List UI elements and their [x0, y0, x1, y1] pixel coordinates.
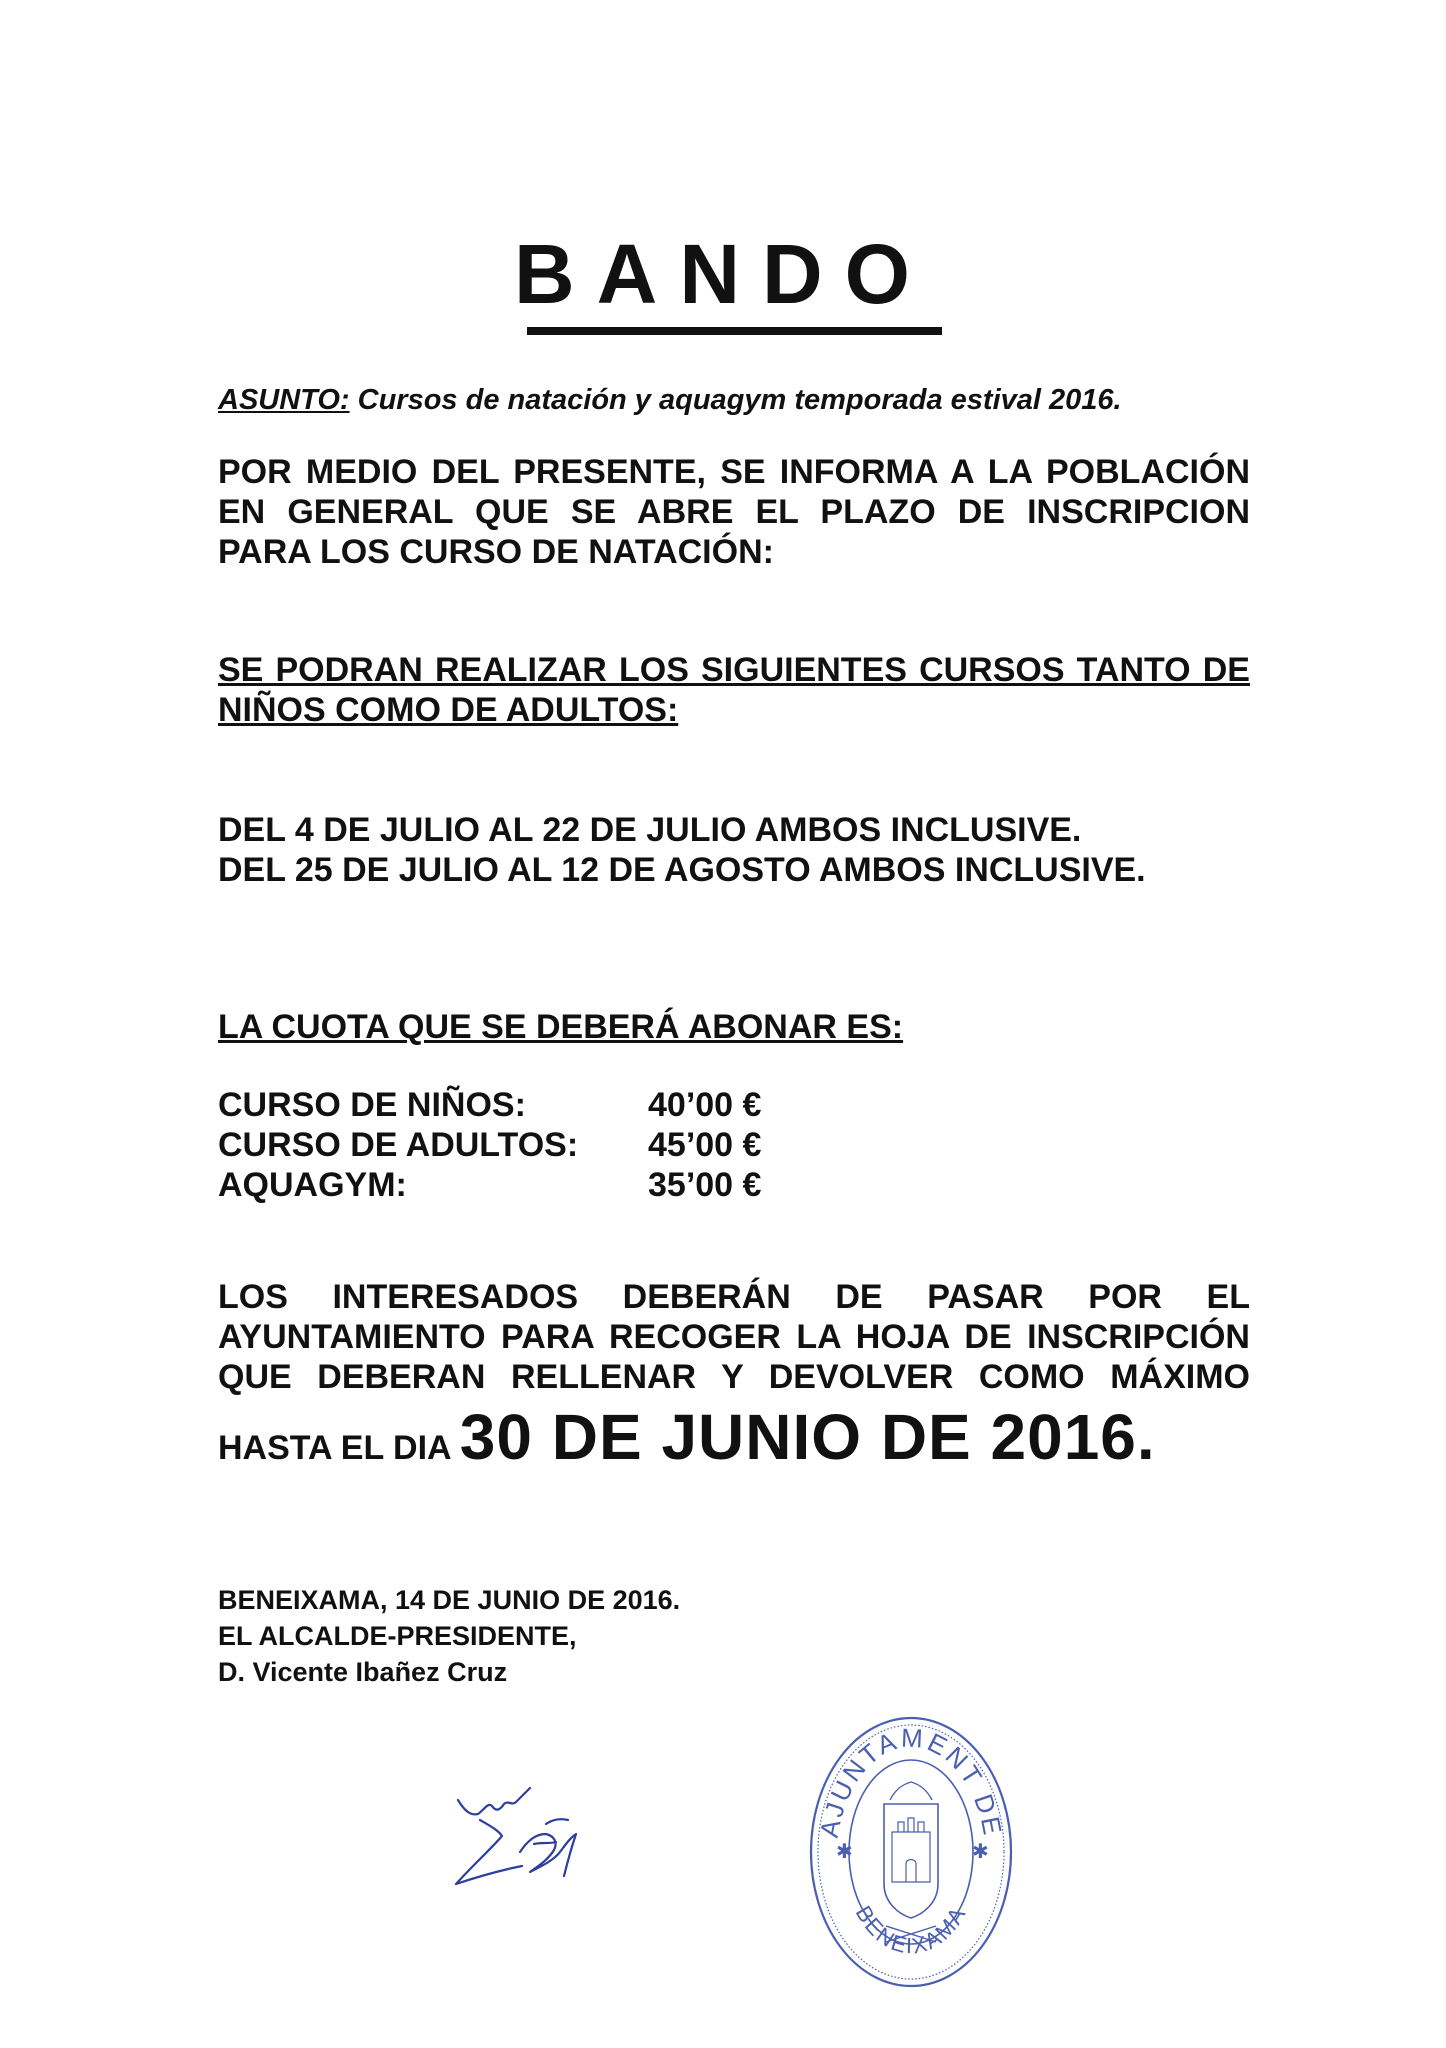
fee-price: 40’00 € — [648, 1086, 762, 1124]
svg-text:✱: ✱ — [972, 1841, 989, 1863]
town-hall-seal-icon — [806, 1712, 1016, 1992]
svg-text:BENEIXAMA — [851, 1901, 971, 1958]
deadline-line — [218, 1400, 1156, 1474]
signoff-place-date: BENEIXAMA, 14 DE JUNIO DE 2016. — [218, 1585, 681, 1615]
seal-text-top: AJUNTAMENT DE — [813, 1722, 1009, 1840]
subject-label: ASUNTO: — [218, 384, 350, 416]
fee-row — [218, 1125, 848, 1165]
intro-line: PARA LOS CURSO DE NATACIÓN: — [218, 533, 774, 571]
fee-name: AQUAGYM: — [218, 1166, 407, 1204]
courses-heading — [218, 650, 1250, 730]
signature-scribble-icon — [450, 1780, 600, 1890]
fees-heading: LA CUOTA QUE SE DEBERÁ ABONAR ES: — [218, 1008, 904, 1046]
notice-line: AYUNTAMIENTO PARA RECOGER LA HOJA DE INSCRIPCIÓN — [218, 1318, 1250, 1356]
courses-heading-line: NIÑOS COMO DE ADULTOS: — [218, 691, 679, 729]
svg-text:AJUNTAMENT DE — [814, 1723, 1009, 1840]
notice-paragraph — [218, 1277, 1250, 1397]
document-title: BANDO — [514, 227, 932, 321]
title-underline — [527, 327, 942, 335]
fee-row — [218, 1165, 848, 1205]
fee-name: CURSO DE ADULTOS: — [218, 1126, 579, 1164]
seal-text-bottom: BENEIXAMA — [850, 1901, 972, 1959]
notice-line: QUE DEBERAN RELLENAR Y DEVOLVER COMO MÁXIMO — [218, 1358, 1250, 1396]
signoff-block — [218, 1582, 680, 1690]
deadline-date: 30 DE JUNIO DE 2016. — [459, 1401, 1156, 1473]
intro-paragraph — [218, 452, 1250, 572]
fees-table — [218, 1085, 848, 1205]
subject-text: Cursos de natación y aquagym temporada estival 2016. — [349, 384, 1122, 416]
subject-line — [218, 382, 1250, 418]
notice-line: LOS INTERESADOS DEBERÁN DE PASAR POR EL — [218, 1278, 1250, 1316]
fee-row — [218, 1085, 848, 1125]
fee-price: 35’00 € — [648, 1166, 762, 1204]
fee-price: 45’00 € — [648, 1126, 762, 1164]
signoff-title: EL ALCALDE-PRESIDENTE, — [218, 1621, 577, 1651]
fee-name: CURSO DE NIÑOS: — [218, 1086, 526, 1124]
course-dates — [218, 810, 1250, 890]
deadline-prefix: HASTA EL DIA — [218, 1429, 460, 1467]
date-range: DEL 25 DE JULIO AL 12 DE AGOSTO AMBOS INCLUSIVE. — [218, 851, 1146, 889]
intro-line: EN GENERAL QUE SE ABRE EL PLAZO DE INSCRIPCION — [218, 493, 1250, 531]
date-range: DEL 4 DE JULIO AL 22 DE JULIO AMBOS INCLUSIVE. — [218, 811, 1082, 849]
intro-line: POR MEDIO DEL PRESENTE, SE INFORMA A LA POBLACIÓN — [218, 453, 1250, 491]
signoff-name: D. Vicente Ibañez Cruz — [218, 1657, 508, 1687]
courses-heading-line: SE PODRAN REALIZAR LOS SIGUIENTES CURSOS TANTO DE — [218, 651, 1250, 689]
svg-text:✱: ✱ — [836, 1841, 853, 1863]
